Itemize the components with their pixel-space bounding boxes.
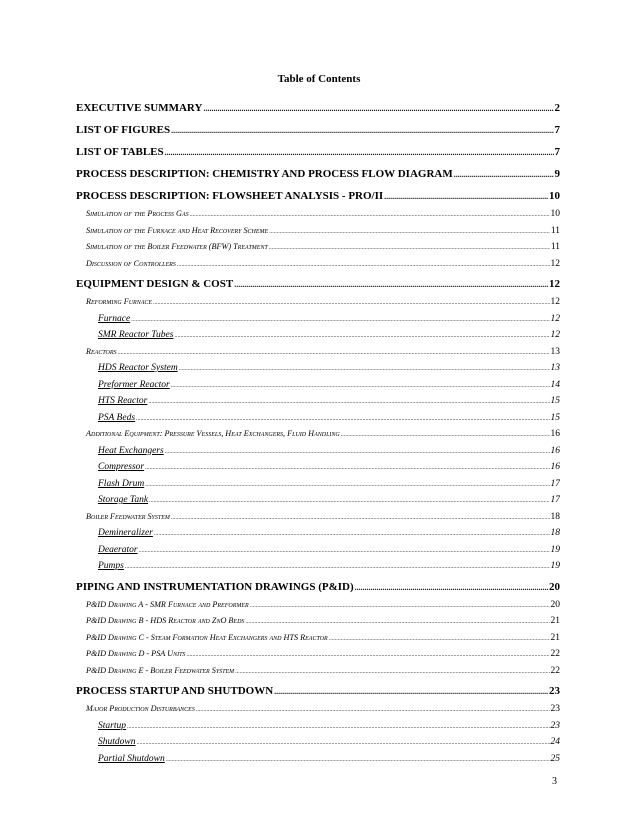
- dot-leader: [139, 542, 550, 559]
- toc-entry[interactable]: [76, 410, 560, 427]
- toc-entry-page: 13: [550, 346, 560, 357]
- toc-entry[interactable]: [76, 646, 560, 663]
- toc-entry-page: 10: [550, 209, 560, 219]
- toc-entry-title: LIST OF FIGURES: [76, 124, 171, 136]
- toc-entry-page: 12: [550, 258, 560, 269]
- toc-entry[interactable]: [76, 525, 560, 542]
- toc-entry-title: Storage Tank: [98, 495, 149, 505]
- dot-leader: [250, 597, 550, 614]
- toc-title: Table of Contents: [277, 73, 361, 85]
- dot-leader: [177, 256, 550, 273]
- toc-entry[interactable]: [76, 613, 560, 630]
- dot-leader: [329, 630, 550, 647]
- toc-entry[interactable]: [76, 239, 560, 256]
- dot-leader: [203, 99, 553, 118]
- dot-leader: [384, 187, 548, 206]
- dot-leader: [174, 327, 549, 344]
- toc-entry-title: Shutdown: [98, 737, 136, 747]
- toc-entry-page: 12: [550, 313, 560, 324]
- toc-entry-title: Compressor: [98, 462, 145, 472]
- toc-entry-title: Discussion of Controllers: [86, 258, 176, 268]
- toc-entry-title: HDS Reactor System: [98, 363, 178, 373]
- toc-entry-page: 23: [550, 704, 560, 714]
- toc-entry-page: 20: [550, 599, 560, 610]
- toc-entry-title: Partial Shutdown: [98, 753, 165, 764]
- toc-entry-page: 25: [550, 753, 560, 764]
- toc-entry-page: 17: [550, 478, 560, 489]
- toc-entry-page: 11: [550, 225, 560, 236]
- dot-leader: [136, 410, 549, 427]
- dot-leader: [269, 239, 550, 256]
- dot-leader: [196, 701, 550, 718]
- toc-entry-title: Preformer Reactor: [98, 379, 170, 390]
- dot-leader: [149, 492, 549, 509]
- dot-leader: [166, 751, 550, 768]
- toc-entry-page: 12: [549, 278, 560, 290]
- dot-leader: [125, 558, 550, 575]
- dot-leader: [190, 206, 550, 223]
- toc-entry-page: 18: [550, 528, 560, 538]
- toc-entry[interactable]: [76, 256, 560, 273]
- dot-leader: [179, 360, 550, 377]
- dot-leader: [127, 718, 550, 735]
- toc-entry-title: Simulation of the Boiler Feedwater (BFW) Treatment: [86, 242, 268, 251]
- toc-entry-title: PROCESS STARTUP AND SHUTDOWN: [76, 685, 274, 697]
- toc-list: [76, 96, 560, 767]
- toc-entry-page: 23: [549, 685, 560, 697]
- toc-entry-title: Flash Drum: [98, 478, 145, 489]
- toc-entry[interactable]: [76, 143, 560, 162]
- toc-entry[interactable]: [76, 509, 560, 526]
- toc-entry-page: 22: [550, 665, 560, 676]
- toc-entry[interactable]: [76, 558, 560, 575]
- toc-entry[interactable]: [76, 165, 560, 184]
- toc-entry-page: 18: [550, 511, 560, 522]
- toc-entry-title: Additional Equipment: Pressure Vessels, Heat Exchangers, Fluid Handling: [86, 429, 340, 438]
- toc-entry-title: EQUIPMENT DESIGN & COST: [76, 278, 234, 290]
- toc-entry-page: 21: [550, 616, 560, 626]
- toc-entry-title: SMR Reactor Tubes: [98, 330, 174, 340]
- toc-entry-page: 24: [550, 737, 560, 747]
- dot-leader: [245, 613, 549, 630]
- toc-entry-title: P&ID Drawing E - Boiler Feedwater System: [86, 665, 235, 675]
- toc-entry[interactable]: [76, 223, 560, 240]
- toc-entry-page: 9: [554, 168, 560, 180]
- toc-entry-page: 15: [550, 412, 560, 423]
- dot-leader: [355, 578, 548, 597]
- dot-leader: [118, 344, 550, 361]
- toc-entry-title: Boiler Feedwater System: [86, 511, 170, 521]
- dot-leader: [154, 525, 550, 542]
- dot-leader: [186, 646, 549, 663]
- toc-entry-page: 19: [550, 561, 560, 571]
- toc-entry-title: P&ID Drawing C - Steam Formation Heat Exchangers and HTS Reactor: [86, 632, 328, 642]
- toc-entry-title: Pumps: [98, 561, 124, 571]
- dot-leader: [341, 426, 550, 443]
- toc-entry-page: 15: [550, 396, 560, 406]
- dot-leader: [145, 459, 549, 476]
- toc-entry[interactable]: [76, 443, 560, 460]
- dot-leader: [165, 443, 550, 460]
- toc-entry[interactable]: [76, 206, 560, 223]
- toc-entry[interactable]: [76, 682, 560, 701]
- toc-entry-title: Major Production Disturbances: [86, 704, 195, 713]
- dot-leader: [234, 275, 548, 294]
- toc-entry[interactable]: [76, 327, 560, 344]
- toc-entry-title: Heat Exchangers: [98, 445, 164, 456]
- toc-entry-title: Reactors: [86, 346, 117, 356]
- toc-entry-page: 11: [550, 242, 560, 252]
- toc-entry-page: 10: [549, 190, 560, 202]
- toc-entry[interactable]: [76, 459, 560, 476]
- toc-entry-title: PROCESS DESCRIPTION: FLOWSHEET ANALYSIS - PRO/II: [76, 190, 384, 202]
- toc-entry[interactable]: [76, 275, 560, 294]
- toc-entry-title: P&ID Drawing A - SMR Furnace and Preformer: [86, 599, 249, 609]
- toc-entry-title: Deaerator: [98, 544, 138, 555]
- dot-leader: [235, 663, 549, 680]
- dot-leader: [171, 509, 550, 526]
- toc-entry-page: 12: [550, 297, 560, 307]
- toc-entry[interactable]: [76, 701, 560, 718]
- page-number: 3: [552, 776, 557, 787]
- dot-leader: [171, 121, 553, 140]
- toc-entry-title: Simulation of the Furnace and Heat Recovery Scheme: [86, 225, 269, 235]
- toc-entry-page: 7: [554, 146, 560, 158]
- toc-entry[interactable]: [76, 377, 560, 394]
- toc-entry-page: 2: [554, 102, 560, 114]
- toc-entry-title: P&ID Drawing B - HDS Reactor and ZnO Beds: [86, 616, 245, 625]
- toc-entry-page: 16: [550, 429, 560, 439]
- toc-entry[interactable]: [76, 492, 560, 509]
- dot-leader: [145, 476, 549, 493]
- toc-entry-page: 12: [550, 330, 560, 340]
- toc-entry-page: 21: [550, 632, 560, 643]
- toc-entry-title: PIPING AND INSTRUMENTATION DRAWINGS (P&ID): [76, 580, 354, 593]
- dot-leader: [136, 734, 549, 751]
- toc-entry-title: P&ID Drawing D - PSA Units: [86, 649, 186, 658]
- toc-entry-title: PROCESS DESCRIPTION: CHEMISTRY AND PROCESS FLOW DIAGRAM: [76, 168, 453, 180]
- toc-entry-title: EXECUTIVE SUMMARY: [76, 102, 203, 114]
- toc-entry[interactable]: [76, 578, 560, 597]
- dot-leader: [165, 143, 554, 162]
- toc-entry-title: PSA Beds: [98, 412, 136, 423]
- toc-entry-page: 19: [550, 544, 560, 555]
- toc-entry[interactable]: [76, 542, 560, 559]
- toc-entry-title: Furnace: [98, 313, 131, 324]
- toc-entry-page: 16: [550, 445, 560, 456]
- toc-entry-title: HTS Reactor: [98, 396, 148, 406]
- toc-entry-title: Demineralizer: [98, 528, 153, 538]
- toc-entry-title: Simulation of the Process Gas: [86, 209, 189, 218]
- toc-entry[interactable]: [76, 718, 560, 735]
- toc-entry-title: Reforming Furnace: [86, 297, 153, 306]
- toc-entry[interactable]: [76, 99, 560, 118]
- toc-entry[interactable]: [76, 344, 560, 361]
- toc-entry[interactable]: [76, 311, 560, 328]
- toc-entry[interactable]: [76, 734, 560, 751]
- toc-entry[interactable]: [76, 294, 560, 311]
- toc-entry-page: 17: [550, 495, 560, 505]
- dot-leader: [153, 294, 549, 311]
- toc-entry[interactable]: [76, 476, 560, 493]
- toc-entry-title: Startup: [98, 720, 126, 731]
- toc-entry[interactable]: [76, 360, 560, 377]
- toc-entry-page: 14: [550, 379, 560, 390]
- toc-entry-page: 23: [550, 720, 560, 731]
- toc-entry-page: 7: [554, 124, 560, 136]
- toc-entry[interactable]: [76, 663, 560, 680]
- toc-entry-page: 16: [550, 462, 560, 472]
- dot-leader: [454, 165, 554, 184]
- toc-entry[interactable]: [76, 630, 560, 647]
- dot-leader: [131, 311, 549, 328]
- toc-entry-page: 22: [550, 649, 560, 659]
- toc-entry-page: 20: [549, 580, 560, 593]
- toc-entry[interactable]: [76, 187, 560, 206]
- toc-entry-page: 13: [550, 363, 560, 373]
- toc-entry[interactable]: [76, 751, 560, 768]
- dot-leader: [148, 393, 549, 410]
- toc-entry[interactable]: [76, 597, 560, 614]
- dot-leader: [274, 682, 548, 701]
- toc-entry-title: LIST OF TABLES: [76, 146, 164, 158]
- toc-entry[interactable]: [76, 393, 560, 410]
- toc-entry[interactable]: [76, 121, 560, 140]
- dot-leader: [269, 223, 550, 240]
- toc-entry[interactable]: [76, 426, 560, 443]
- dot-leader: [171, 377, 550, 394]
